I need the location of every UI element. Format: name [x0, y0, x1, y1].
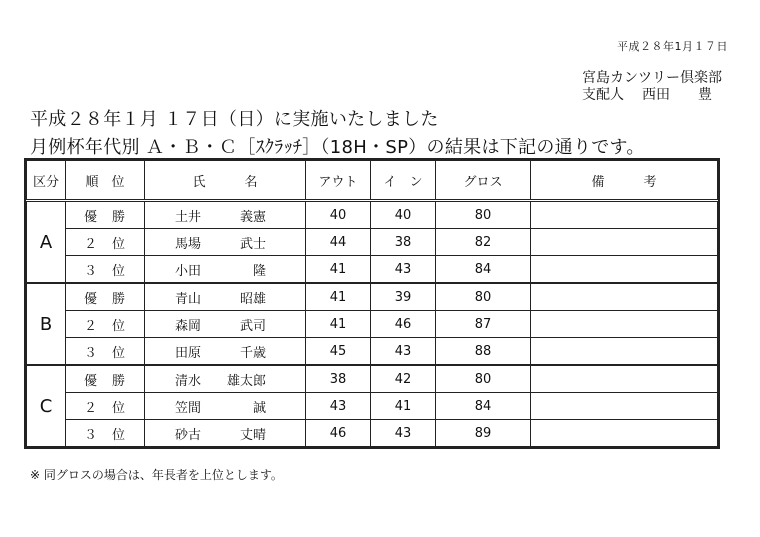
name-cell: 森岡 武司 — [145, 311, 306, 338]
in-cell: 43 — [371, 420, 436, 447]
gross-cell: 82 — [436, 229, 531, 256]
out-cell: 41 — [306, 283, 371, 311]
title-line-1: 平成２８年１月 １７日（日）に実施いたしました — [30, 109, 439, 130]
document-date: 平成２８年1月１７日 — [617, 40, 728, 53]
table-row — [27, 311, 718, 338]
gross-cell: 84 — [436, 256, 531, 284]
table-row — [27, 420, 718, 447]
note-cell — [531, 420, 718, 447]
table-header-row — [27, 161, 718, 201]
in-cell: 43 — [371, 256, 436, 284]
gross-cell: 89 — [436, 420, 531, 447]
name-cell: 砂古 丈晴 — [145, 420, 306, 447]
gross-cell: 80 — [436, 283, 531, 311]
out-cell: 46 — [306, 420, 371, 447]
note-cell — [531, 201, 718, 229]
class-cell: B — [27, 283, 66, 365]
note-cell — [531, 338, 718, 366]
rank-cell: ３ 位 — [66, 420, 145, 447]
table-row — [27, 365, 718, 393]
rank-cell: ２ 位 — [66, 393, 145, 420]
header-rank: 順 位 — [66, 161, 145, 201]
name-cell: 笠間 誠 — [145, 393, 306, 420]
in-cell: 46 — [371, 311, 436, 338]
rank-cell: ３ 位 — [66, 256, 145, 284]
name-cell: 土井 義憲 — [145, 201, 306, 229]
out-cell: 41 — [306, 256, 371, 284]
rank-cell: ２ 位 — [66, 229, 145, 256]
header-name: 氏 名 — [145, 161, 306, 201]
gross-cell: 84 — [436, 393, 531, 420]
gross-cell: 80 — [436, 365, 531, 393]
table-row — [27, 283, 718, 311]
out-cell: 45 — [306, 338, 371, 366]
results-table — [26, 160, 718, 447]
manager-title: 支配人 — [582, 87, 624, 103]
table-row — [27, 393, 718, 420]
footnote: ※ 同グロスの場合は、年長者を上位とします。 — [30, 468, 283, 482]
manager-name: 西田 豊 — [642, 87, 712, 103]
in-cell: 39 — [371, 283, 436, 311]
note-cell — [531, 311, 718, 338]
gross-cell: 87 — [436, 311, 531, 338]
rank-cell: 優 勝 — [66, 365, 145, 393]
name-cell: 田原 千歳 — [145, 338, 306, 366]
rank-cell: 優 勝 — [66, 201, 145, 229]
manager-line — [582, 87, 730, 104]
rank-cell: ３ 位 — [66, 338, 145, 366]
header-out: アウト — [306, 161, 371, 201]
header-note: 備 考 — [531, 161, 718, 201]
note-cell — [531, 393, 718, 420]
table-row — [27, 229, 718, 256]
table-row — [27, 201, 718, 229]
in-cell: 41 — [371, 393, 436, 420]
rank-cell: 優 勝 — [66, 283, 145, 311]
class-cell: A — [27, 201, 66, 284]
out-cell: 43 — [306, 393, 371, 420]
name-cell: 清水 雄太郎 — [145, 365, 306, 393]
name-cell: 小田 隆 — [145, 256, 306, 284]
note-cell — [531, 256, 718, 284]
gross-cell: 88 — [436, 338, 531, 366]
title-line-2: 月例杯年代別 Ａ・Ｂ・Ｃ［ｽｸﾗｯﾁ］（18H・SP）の結果は下記の通りです。 — [30, 137, 645, 158]
note-cell — [531, 229, 718, 256]
class-cell: C — [27, 365, 66, 447]
header-class: 区分 — [27, 161, 66, 201]
club-name: 宮島カンツリー倶楽部 — [582, 70, 722, 86]
out-cell: 40 — [306, 201, 371, 229]
in-cell: 42 — [371, 365, 436, 393]
header-gross: グロス — [436, 161, 531, 201]
in-cell: 43 — [371, 338, 436, 366]
gross-cell: 80 — [436, 201, 531, 229]
table-row — [27, 256, 718, 284]
name-cell: 馬場 武士 — [145, 229, 306, 256]
header-in: イ ン — [371, 161, 436, 201]
rank-cell: ２ 位 — [66, 311, 145, 338]
name-cell: 青山 昭雄 — [145, 283, 306, 311]
in-cell: 38 — [371, 229, 436, 256]
out-cell: 44 — [306, 229, 371, 256]
note-cell — [531, 365, 718, 393]
organization-block — [582, 70, 730, 104]
out-cell: 41 — [306, 311, 371, 338]
table-row — [27, 338, 718, 366]
note-cell — [531, 283, 718, 311]
out-cell: 38 — [306, 365, 371, 393]
in-cell: 40 — [371, 201, 436, 229]
